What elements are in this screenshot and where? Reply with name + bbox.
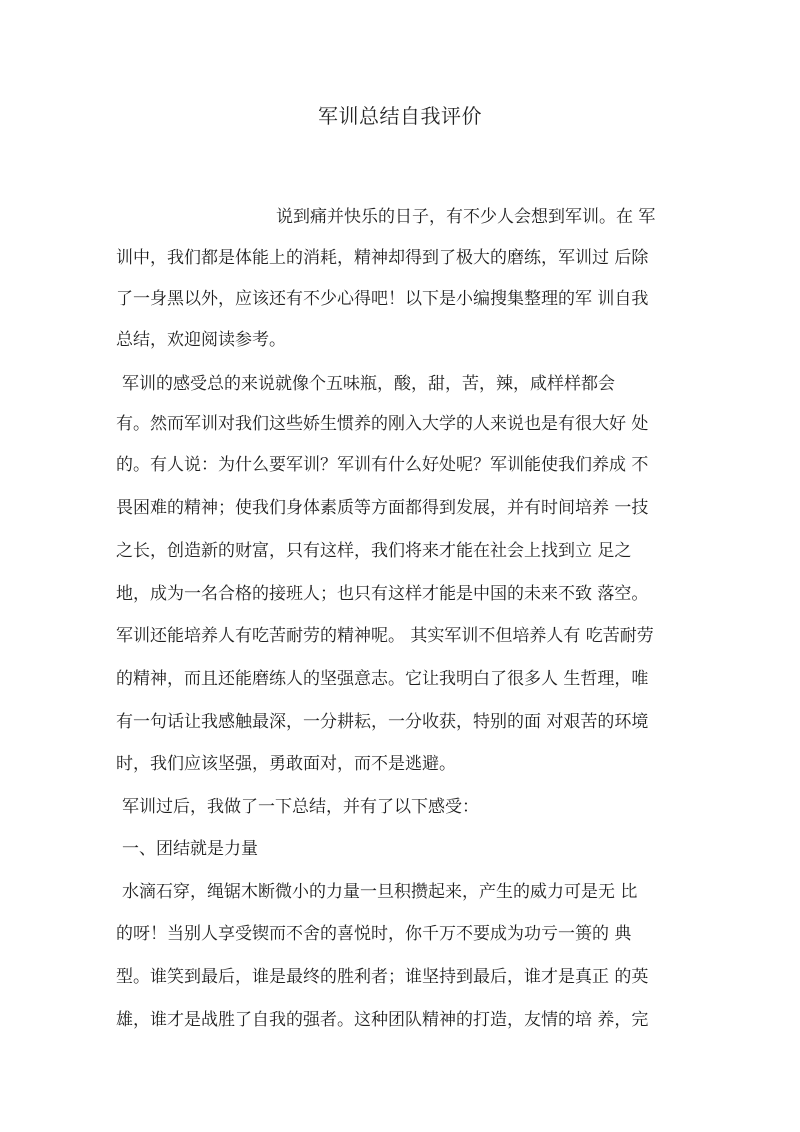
paragraph-line: 有一句话让我感触最深，一分耕耘，一分收获，特别的面 对艰苦的环境 — [116, 712, 649, 732]
paragraph-line: 有。然而军训对我们这些娇生惯养的刚入大学的人来说也是有很大好 处 — [116, 414, 649, 434]
paragraph-line: 型。谁笑到最后，谁是最终的胜利者；谁坚持到最后，谁才是真正 的英 — [116, 967, 649, 987]
paragraph-line: 军训过后，我做了一下总结，并有了以下感受： — [122, 797, 479, 817]
paragraph-line: 时，我们应该坚强，勇敢面对，而不是逃避。 — [116, 754, 456, 774]
paragraph-line: 的。有人说：为什么要军训？军训有什么好处呢？军训能使我们养成 不 — [116, 455, 649, 475]
paragraph-line: 的精神，而且还能磨练人的坚强意志。它让我明白了很多人 生哲理，唯 — [116, 669, 649, 689]
paragraph-line: 说到痛并快乐的日子，有不少人会想到军训。在 军 — [276, 207, 656, 227]
paragraph-line: 地，成为一名合格的接班人；也只有这样才能是中国的未来不致 落空。 — [116, 584, 649, 604]
paragraph-line: 之长，创造新的财富，只有这样，我们将来才能在社会上找到立 足之 — [116, 541, 632, 561]
paragraph-line: 水滴石穿，绳锯木断微小的力量一旦积攒起来，产生的威力可是无 比 — [122, 882, 638, 902]
paragraph-line: 军训还能培养人有吃苦耐劳的精神呢。 其实军训不但培养人有 吃苦耐劳 — [116, 626, 654, 646]
paragraph-line: 畏困难的精神；使我们身体素质等方面都得到发展，并有时间培养 一技 — [116, 498, 649, 518]
paragraph-line: 训中，我们都是体能上的消耗，精神却得到了极大的磨练，军训过 后除 — [116, 248, 649, 268]
paragraph-line: 了一身黑以外，应该还有不少心得吧！以下是小编搜集整理的军 训自我 — [116, 289, 649, 309]
document-title: 军训总结自我评价 — [318, 104, 482, 128]
paragraph-line: 总结，欢迎阅读参考。 — [116, 330, 286, 350]
paragraph-line: 雄，谁才是战胜了自我的强者。这种团队精神的打造，友情的培 养，完 — [116, 1010, 649, 1030]
section-heading: 一、团结就是力量 — [122, 839, 258, 859]
paragraph-line: 的呀！当别人享受锲而不舍的喜悦时，你千万不要成为功亏一篑的 典 — [116, 924, 632, 944]
paragraph-line: 军训的感受总的来说就像个五味瓶，酸，甜，苦，辣，咸样样都会 — [122, 374, 615, 394]
